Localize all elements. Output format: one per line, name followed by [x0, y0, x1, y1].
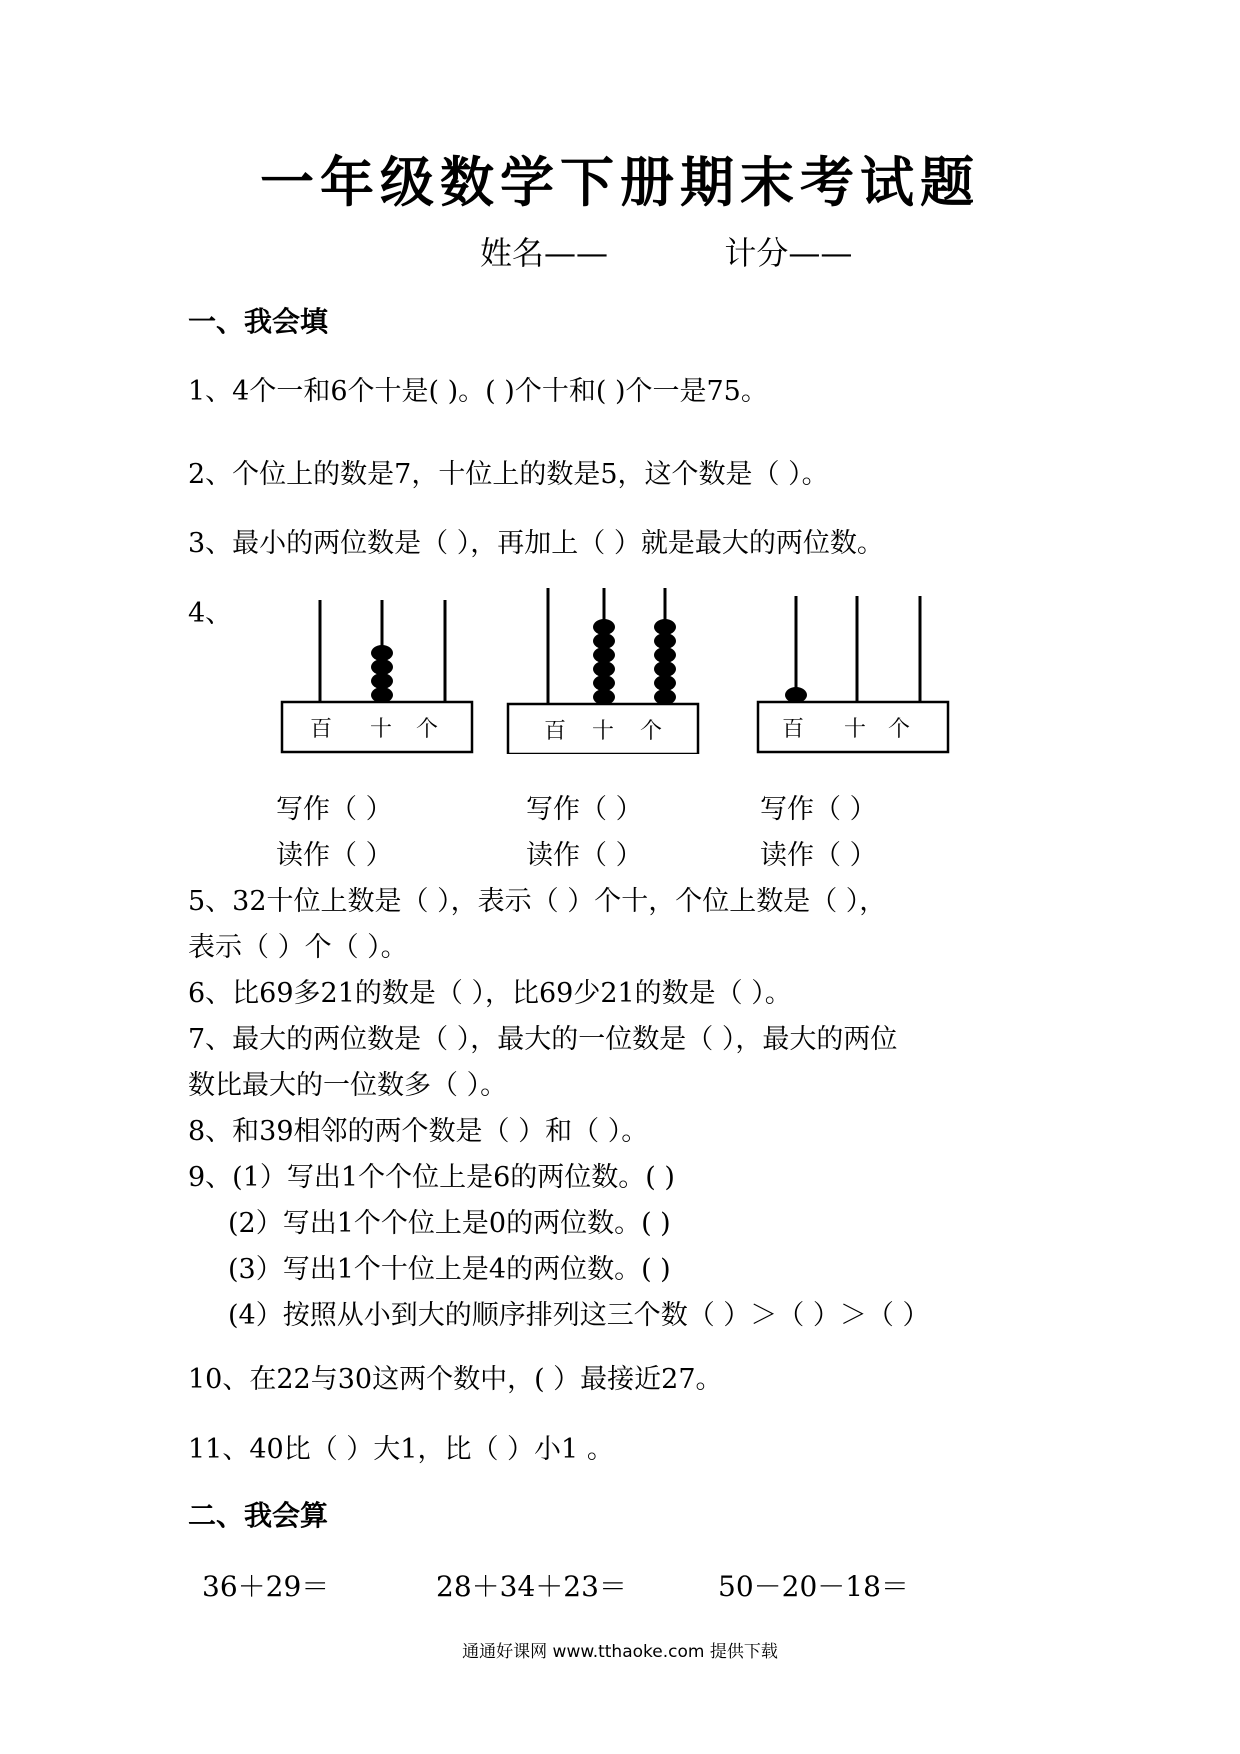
abacus-2-ones-bead	[654, 647, 676, 663]
score-field-label: 计分——	[724, 234, 853, 272]
abacus-2-label-hundreds: 百	[544, 719, 567, 744]
question-5-line-1: 5、32十位上数是（ ），表示（ ）个十，个位上数是（ ），	[188, 886, 887, 917]
abacus-2-ones-bead	[654, 675, 676, 691]
abacus-2-tens-bead	[593, 661, 615, 677]
question-2: 2、个位上的数是7，十位上的数是5，这个数是（ ）。	[188, 459, 829, 490]
question-7-line-2: 数比最大的一位数多（ ）。	[188, 1070, 508, 1101]
abacus-1-label-tens: 十	[370, 717, 393, 742]
abacus-1	[280, 590, 480, 760]
question-9-2: (2）写出1个个位上是0的两位数。( )	[228, 1208, 671, 1239]
abacus-2-read: 读作（ ）	[526, 840, 643, 871]
abacus-3	[756, 592, 956, 762]
abacus-3-read: 读作（ ）	[760, 840, 877, 871]
abacus-1-tens-bead	[371, 659, 393, 675]
section-1-heading: 一、我会填	[188, 305, 329, 338]
question-9-4: (4）按照从小到大的顺序排列这三个数（ ）＞（ ）＞（ ）	[228, 1300, 930, 1331]
question-10: 10、在22与30这两个数中，( ）最接近27。	[188, 1364, 723, 1395]
abacus-1-tens-bead	[371, 673, 393, 689]
abacus-2-ones-bead	[654, 633, 676, 649]
abacus-2-label-ones: 个	[640, 719, 663, 744]
abacus-2-ones-bead	[654, 661, 676, 677]
abacus-1-read: 读作（ ）	[276, 840, 393, 871]
abacus-2-write: 写作（ ）	[526, 794, 643, 825]
section-2-heading: 二、我会算	[188, 1499, 329, 1532]
abacus-2-label-tens: 十	[592, 719, 615, 744]
name-field-label: 姓名——	[480, 234, 609, 272]
question-8: 8、和39相邻的两个数是（ ）和（ ）。	[188, 1116, 649, 1147]
page-title: 一年级数学下册期末考试题	[260, 151, 980, 214]
abacus-2-tens-bead	[593, 633, 615, 649]
abacus-1-label-hundreds: 百	[310, 717, 333, 742]
question-9-1: 9、(1）写出1个个位上是6的两位数。( )	[188, 1162, 675, 1193]
abacus-2-ones-bead	[654, 619, 676, 635]
student-info	[480, 228, 880, 274]
abacus-3-label-ones: 个	[888, 717, 911, 742]
calc-2: 28＋34＋23＝	[436, 1570, 627, 1603]
abacus-2-tens-bead	[593, 689, 615, 705]
question-11: 11、40比（ ）大1，比（ ）小1 。	[188, 1434, 614, 1465]
calc-3: 50－20－18＝	[718, 1570, 909, 1603]
abacus-3-label-hundreds: 百	[782, 717, 805, 742]
question-6: 6、比69多21的数是（ ），比69少21的数是（ ）。	[188, 978, 792, 1009]
abacus-1-write: 写作（ ）	[276, 794, 393, 825]
calc-1: 36＋29＝	[202, 1570, 330, 1603]
question-4-label: 4、	[188, 598, 233, 629]
abacus-2-tens-bead	[593, 647, 615, 663]
abacus-2-ones-bead	[654, 689, 676, 705]
abacus-3-label-tens: 十	[844, 717, 867, 742]
question-7-line-1: 7、最大的两位数是（ ），最大的一位数是（ ），最大的两位	[188, 1024, 898, 1055]
abacus-2-tens-bead	[593, 675, 615, 691]
question-5-line-2: 表示（ ）个（ ）。	[188, 932, 408, 963]
abacus-2	[506, 584, 706, 754]
abacus-1-tens-bead	[371, 645, 393, 661]
abacus-1-label-ones: 个	[416, 717, 439, 742]
question-1: 1、4个一和6个十是( )。( )个十和( )个一是75。	[188, 376, 768, 407]
question-9-3: (3）写出1个十位上是4的两位数。( )	[228, 1254, 671, 1285]
abacus-1-tens-bead	[371, 687, 393, 703]
abacus-3-hundreds-bead	[785, 687, 807, 703]
abacus-2-tens-bead	[593, 619, 615, 635]
question-3: 3、最小的两位数是（ ），再加上（ ）就是最大的两位数。	[188, 528, 884, 559]
abacus-3-write: 写作（ ）	[760, 794, 877, 825]
footer-credit: 通通好课网 www.tthaoke.com 提供下载	[462, 1642, 778, 1662]
